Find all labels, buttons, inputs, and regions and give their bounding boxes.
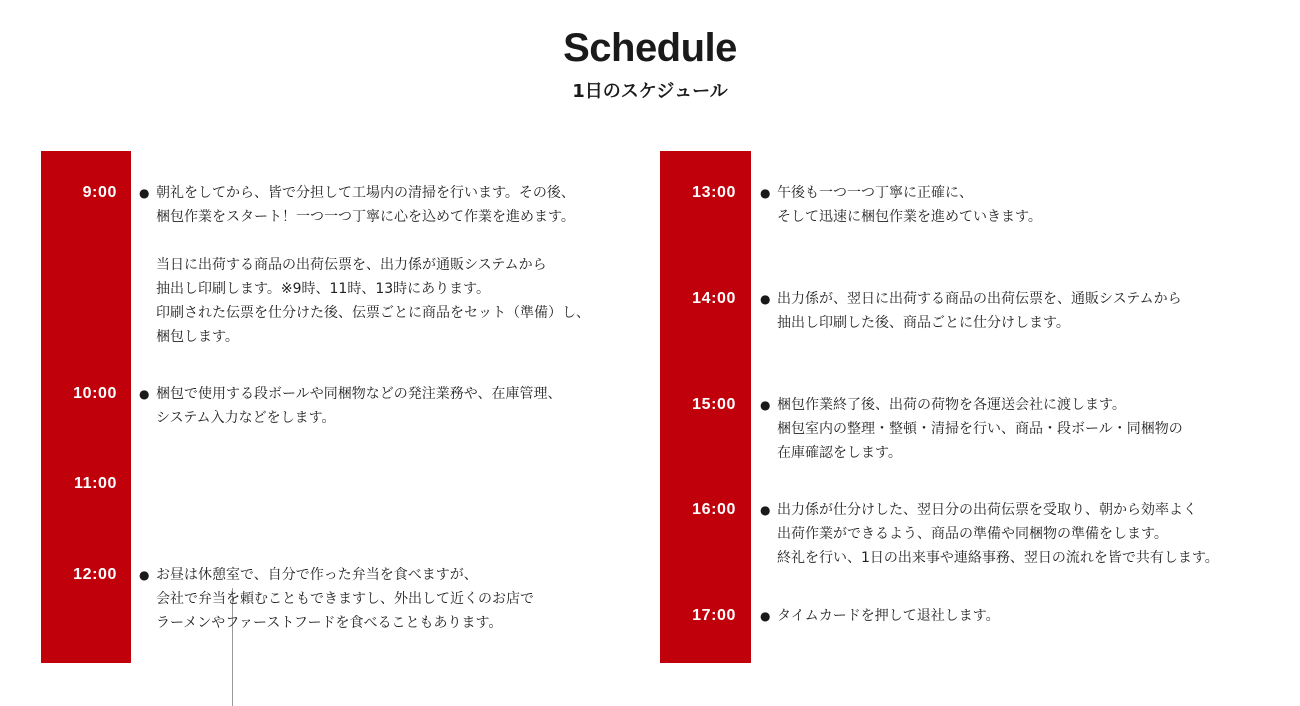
bullet-icon: ● bbox=[139, 186, 150, 200]
page-title: Schedule bbox=[563, 26, 737, 70]
description-line: システム入力などをします。 bbox=[156, 410, 336, 426]
description-line: 梱包作業終了後、出荷の荷物を各運送会社に渡します。 bbox=[777, 397, 1126, 413]
description-line: 抽出し印刷した後、商品ごとに仕分けします。 bbox=[777, 315, 1070, 331]
description-line: 出力係が仕分けした、翌日分の出荷伝票を受取り、朝から効率よく bbox=[777, 502, 1197, 518]
bullet-icon: ● bbox=[139, 387, 150, 401]
description-line: タイムカードを押して退社します。 bbox=[777, 608, 1000, 624]
description-line: 出荷作業ができるよう、商品の準備や同梱物の準備をします。 bbox=[777, 526, 1168, 542]
time-label: 15:00 bbox=[692, 396, 736, 413]
description-line: 梱包で使用する段ボールや同梱物などの発注業務や、在庫管理、 bbox=[156, 386, 562, 402]
description-line: 午後も一つ一つ丁寧に正確に、 bbox=[777, 185, 973, 201]
entry-description bbox=[760, 181, 1290, 229]
description-line: 梱包室内の整理・整頓・清掃を行い、商品・段ボール・同梱物の bbox=[777, 421, 1183, 437]
description-line: 抽出し印刷します。※9時、11時、13時にあります。 bbox=[156, 281, 491, 297]
time-label: 13:00 bbox=[692, 184, 736, 201]
description-line: 朝礼をしてから、皆で分担して工場内の清掃を行います。その後、 bbox=[156, 185, 575, 201]
page-header bbox=[0, 26, 1300, 104]
time-label: 10:00 bbox=[73, 385, 117, 402]
bullet-icon: ● bbox=[760, 503, 771, 517]
bullet-icon: ● bbox=[139, 568, 150, 582]
description-line: お昼は休憩室で、自分で作った弁当を食べますが、 bbox=[156, 567, 478, 583]
page-subtitle: 1日のスケジュール bbox=[572, 81, 728, 102]
entry-description bbox=[139, 181, 649, 349]
entry-description bbox=[139, 382, 649, 430]
entry-description bbox=[760, 498, 1290, 570]
description-line: 梱包作業をスタート！一つ一つ丁寧に心を込めて作業を進めます。 bbox=[156, 209, 575, 225]
description-line: 会社で弁当を頼むこともできますし、外出して近くのお店で bbox=[156, 591, 534, 607]
schedule-column-left bbox=[41, 151, 641, 663]
paragraph-gap bbox=[156, 229, 649, 253]
bullet-icon: ● bbox=[760, 398, 771, 412]
bullet-icon: ● bbox=[760, 186, 771, 200]
entry-description bbox=[139, 563, 649, 635]
time-label: 16:00 bbox=[692, 501, 736, 518]
description-line: 印刷された伝票を仕分けた後、伝票ごとに商品をセット（準備）し、 bbox=[156, 305, 590, 321]
bullet-icon: ● bbox=[760, 292, 771, 306]
description-line: 在庫確認をします。 bbox=[777, 445, 902, 461]
time-label: 9:00 bbox=[82, 184, 117, 201]
description-line: 出力係が、翌日に出荷する商品の出荷伝票を、通販システムから bbox=[777, 291, 1182, 307]
entry-description bbox=[760, 604, 1290, 628]
time-label: 11:00 bbox=[73, 475, 117, 492]
description-line: 当日に出荷する商品の出荷伝票を、出力係が通販システムから bbox=[156, 257, 547, 273]
description-line: ラーメンやファーストフードを食べることもあります。 bbox=[156, 615, 503, 631]
entry-description bbox=[760, 393, 1290, 465]
schedule-column-right bbox=[660, 151, 1290, 663]
time-label: 14:00 bbox=[692, 290, 736, 307]
description-line: 梱包します。 bbox=[156, 329, 239, 345]
bullet-icon: ● bbox=[760, 609, 771, 623]
time-label: 12:00 bbox=[73, 566, 117, 583]
time-label: 17:00 bbox=[692, 607, 736, 624]
description-line: そして迅速に梱包作業を進めていきます。 bbox=[777, 209, 1042, 225]
entry-description bbox=[760, 287, 1290, 335]
description-line: 終礼を行い、1日の出来事や連絡事務、翌日の流れを皆で共有します。 bbox=[777, 550, 1219, 566]
